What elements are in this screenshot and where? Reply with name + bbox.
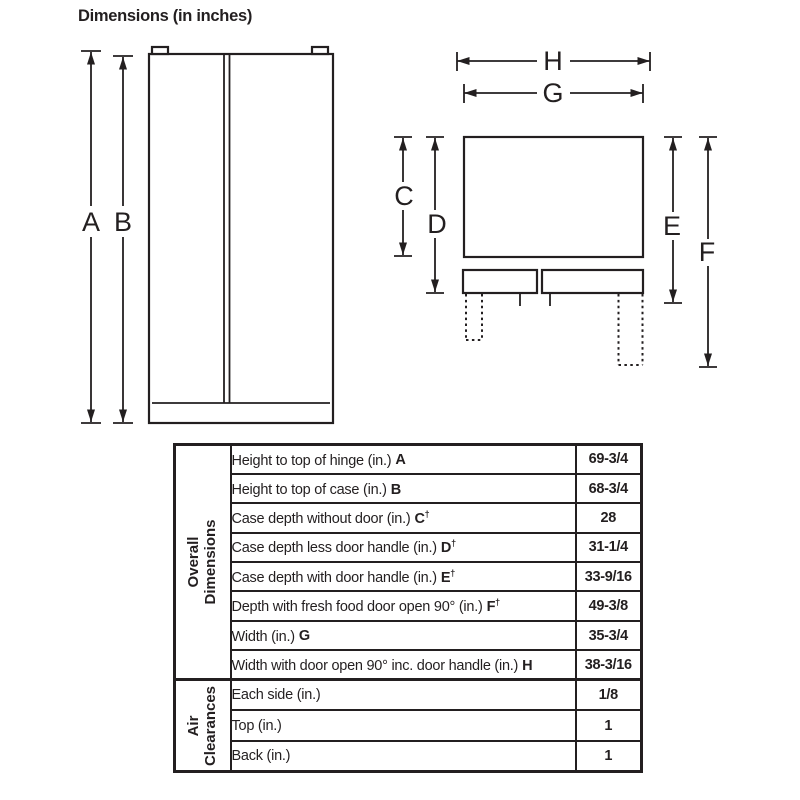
- dimension-label: Width (in.) G: [231, 621, 576, 650]
- table-row: [175, 445, 642, 474]
- dimension-value: 1: [576, 710, 642, 741]
- dim-arrow-a: [81, 51, 101, 423]
- dimension-label: Case depth without door (in.) C†: [231, 503, 576, 532]
- group-cell-overall-dimensions: [175, 445, 231, 680]
- dimension-label: Depth with fresh food door open 90° (in.) F†: [231, 591, 576, 620]
- fridge-front-view: [60, 40, 350, 432]
- dim-label-a: A: [81, 207, 101, 237]
- dimension-label: Width with door open 90° inc. door handle (in.) H: [231, 650, 576, 679]
- dimension-value: 49-3/8: [576, 591, 642, 620]
- dimension-label: Height to top of case (in.) B: [231, 474, 576, 503]
- group-label: Air Clearances: [184, 685, 219, 766]
- table-row: [175, 591, 642, 620]
- dim-label-d: D: [427, 209, 447, 239]
- dim-arrow-g: [464, 78, 643, 108]
- dimension-label: Case depth with door handle (in.) E†: [231, 562, 576, 591]
- dimension-value: 33-9/16: [576, 562, 642, 591]
- table-row: [175, 503, 642, 532]
- dimension-value: 69-3/4: [576, 445, 642, 474]
- dimension-label: Height to top of hinge (in.) A: [231, 445, 576, 474]
- dim-arrow-e: [663, 137, 682, 303]
- fridge-hinge-left: [152, 47, 168, 54]
- table-row: [175, 562, 642, 591]
- table-row: [175, 741, 642, 772]
- dimension-value: 35-3/4: [576, 621, 642, 650]
- door-swing-dotted-left: [466, 294, 482, 340]
- dim-arrow-h: [457, 46, 650, 76]
- dim-label-g: G: [542, 78, 564, 108]
- table-row: [175, 533, 642, 562]
- table-row: [175, 621, 642, 650]
- dim-arrow-d: [426, 137, 447, 293]
- door-top-outlines: [463, 270, 643, 306]
- table-row: [175, 710, 642, 741]
- dim-arrow-f: [699, 137, 717, 367]
- door-swing-dotted-right: [619, 294, 643, 365]
- door-right-top: [542, 270, 643, 293]
- dimensions-table: [173, 443, 643, 773]
- dimension-label: Each side (in.): [231, 680, 576, 711]
- dim-label-f: F: [698, 237, 716, 267]
- table-row: [175, 650, 642, 679]
- group-label: Overall Dimensions: [184, 519, 219, 605]
- case-top-outline: [464, 137, 643, 257]
- group-cell-air-clearances: [175, 680, 231, 772]
- fridge-top-view: [390, 40, 730, 375]
- fridge-hinge-right: [312, 47, 328, 54]
- page-title: Dimensions (in inches): [78, 7, 253, 25]
- dimension-value: 1/8: [576, 680, 642, 711]
- dim-label-c: C: [394, 181, 414, 211]
- dimension-value: 28: [576, 503, 642, 532]
- fridge-front-outline: [149, 47, 333, 423]
- dim-arrow-b: [113, 56, 133, 423]
- dim-label-b: B: [113, 207, 133, 237]
- table-row: [175, 680, 642, 711]
- dimension-value: 1: [576, 741, 642, 772]
- dimension-label: Back (in.): [231, 741, 576, 772]
- dim-label-e: E: [662, 211, 682, 241]
- dimension-value: 38-3/16: [576, 650, 642, 679]
- dimension-value: 68-3/4: [576, 474, 642, 503]
- dimension-value: 31-1/4: [576, 533, 642, 562]
- door-left-top: [463, 270, 537, 293]
- table-row: [175, 474, 642, 503]
- dim-arrow-c: [394, 137, 414, 256]
- dim-label-h: H: [543, 46, 563, 76]
- dimension-label: Case depth less door handle (in.) D†: [231, 533, 576, 562]
- dimension-label: Top (in.): [231, 710, 576, 741]
